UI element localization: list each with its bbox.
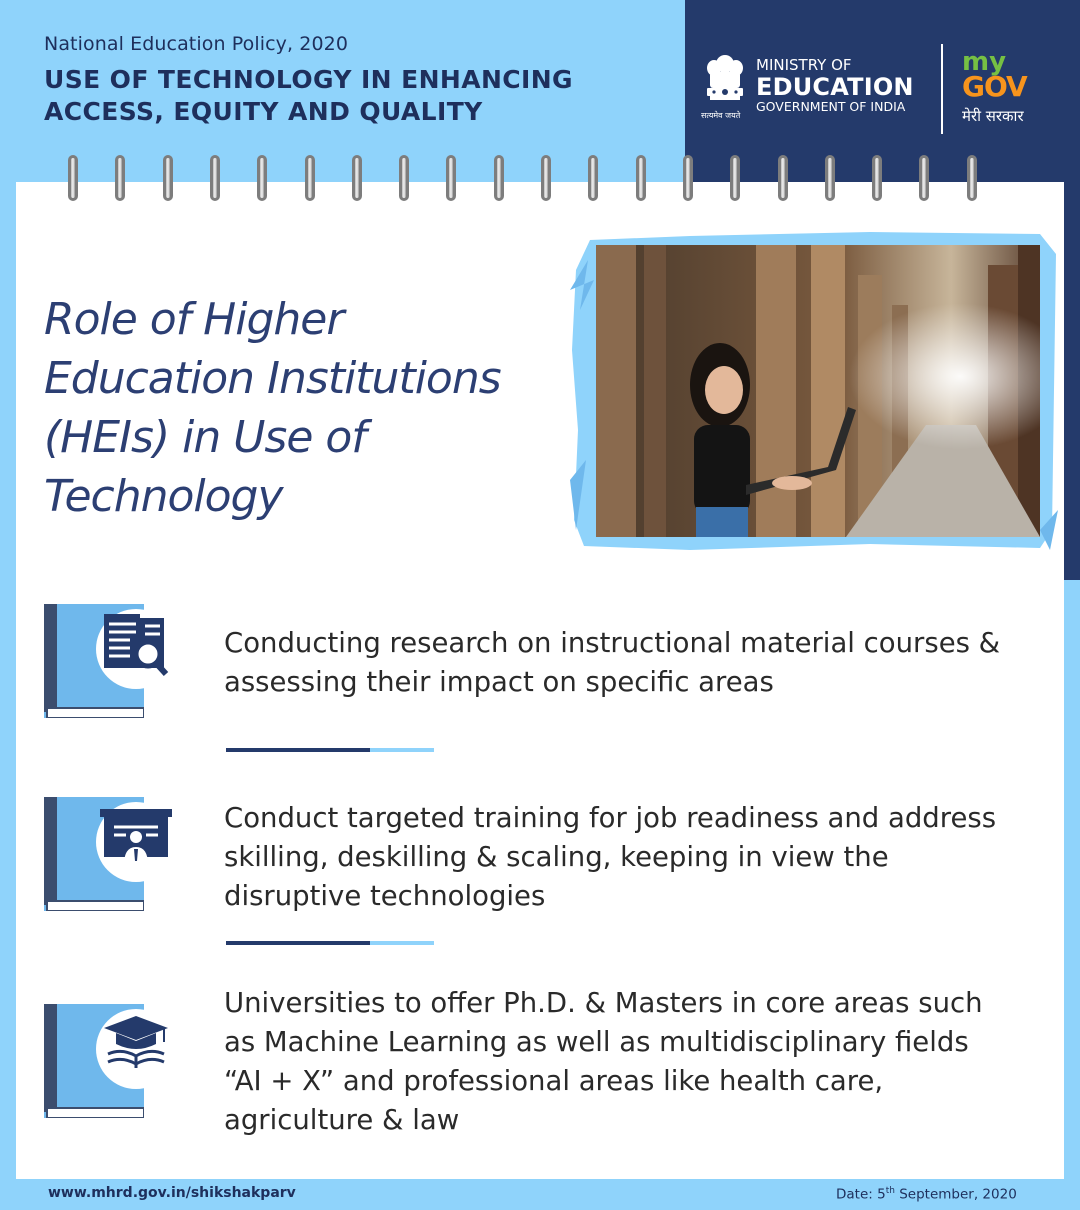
spiral-ring xyxy=(494,155,504,201)
date-prefix: Date: 5 xyxy=(836,1186,886,1203)
separator xyxy=(226,941,434,945)
logo-divider xyxy=(941,44,943,134)
national-emblem-icon xyxy=(702,52,748,118)
footer-url[interactable]: www.mhrd.gov.in/shikshakparv xyxy=(48,1185,296,1201)
graduation-cap-book-icon xyxy=(100,1008,172,1080)
emblem-motto: सत्यमेव जयते xyxy=(701,111,741,120)
separator xyxy=(226,748,434,752)
item-text: Universities to offer Ph.D. & Masters in core areas such as Machine Learning as well as multidisciplinary fields “AI + X” and professional areas like health care, agriculture & law xyxy=(224,987,983,1136)
student-laptop-photo xyxy=(596,245,1040,537)
spiral-ring xyxy=(163,155,173,201)
spiral-ring xyxy=(919,155,929,201)
spiral-binding xyxy=(60,155,1000,203)
spiral-ring xyxy=(399,155,409,201)
ministry-line3: GOVERNMENT OF INDIA xyxy=(756,99,906,114)
mygov-my: my xyxy=(962,47,1007,77)
header-title xyxy=(44,64,573,128)
item-text: Conducting research on instructional material courses & assessing their impact on specific areas xyxy=(224,627,1001,698)
date-suffix: September, 2020 xyxy=(894,1186,1017,1203)
spiral-ring xyxy=(210,155,220,201)
spiral-ring xyxy=(778,155,788,201)
footer-date xyxy=(836,1186,1017,1203)
card-title: Role of Higher Education Institutions (HEIs) in Use of Technology xyxy=(44,294,501,522)
spiral-ring xyxy=(257,155,267,201)
mygov-logo xyxy=(962,47,1027,126)
spiral-ring xyxy=(68,155,78,201)
spiral-ring xyxy=(636,155,646,201)
list-item xyxy=(44,987,1044,1136)
list-item xyxy=(44,604,1044,720)
spiral-ring xyxy=(872,155,882,201)
header-subtitle: National Education Policy, 2020 xyxy=(44,33,349,55)
spiral-ring xyxy=(967,155,977,201)
spiral-ring xyxy=(541,155,551,201)
header-title-line1: USE OF TECHNOLOGY IN ENHANCING xyxy=(44,65,573,94)
ministry-line1: MINISTRY OF xyxy=(756,56,852,74)
spiral-ring xyxy=(446,155,456,201)
research-document-magnifier-icon xyxy=(100,608,172,680)
ministry-logo xyxy=(756,56,914,114)
spiral-ring xyxy=(825,155,835,201)
mygov-gov: GOV xyxy=(962,70,1027,103)
spiral-ring xyxy=(588,155,598,201)
spiral-ring xyxy=(683,155,693,201)
spiral-ring xyxy=(352,155,362,201)
spiral-ring xyxy=(305,155,315,201)
item-text: Conduct targeted training for job readiness and address skilling, deskilling & scaling, keeping in view the disruptive technologies xyxy=(224,802,997,912)
mygov-hindi: मेरी सरकार xyxy=(962,107,1024,125)
spiral-ring xyxy=(730,155,740,201)
header-title-line2: ACCESS, EQUITY AND QUALITY xyxy=(44,97,483,126)
list-item xyxy=(44,797,1044,913)
spiral-ring xyxy=(115,155,125,201)
ministry-line2: EDUCATION xyxy=(756,73,914,101)
date-sup: th xyxy=(885,1186,895,1196)
training-presentation-board-icon xyxy=(100,801,172,873)
